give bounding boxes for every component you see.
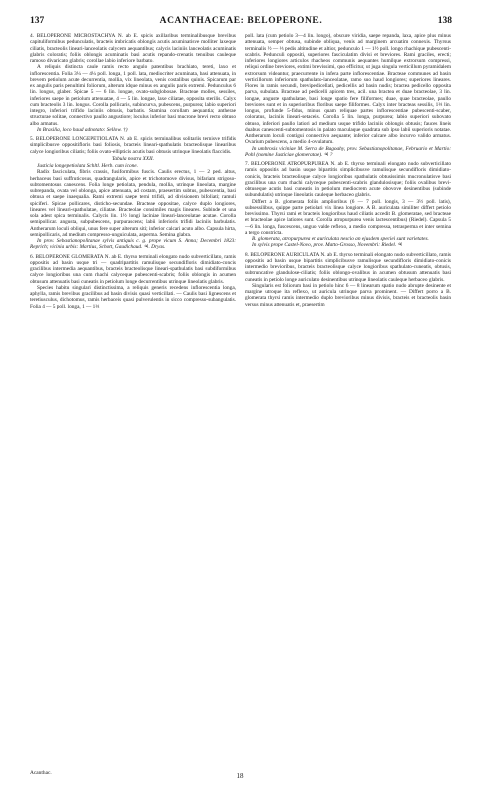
left-column-paragraph: A reliquis distincta caule ramis recto angulo patentibus brachiato, tereti, laxo et inflorescentia. Folia 3¼ — 4¼ poll. longa, 1 poll. lata, mediocriter acuminata, basi attenuata, in brevem petiolum acute decurrentia, mollia, vix lineolata, venis costalibus quinis. Spicarum par ex angulis paris penultimi foliorum, alterum idque minus ex angulis paris extremi. Pedunculus 6 lin. longus, glaber. Spicae 5 — 6 lin. longae, ovato-subglobosae. Bracteae molles, sessiles, inferiores saepe in petiolum attenuatae, 4 — 5 lin. longae, laxe ciliatae, opposita sterilis. Calyx cum bracteolis 3 lin. longus. Corolla pollicaris, subincurva, pubescens, purpurea; labio superiori integro, inferiori trifido laciniis obtusis, barbatis. Stamina corollam aequantia; antherae structurae solitae, connectivo paullo angustiore; loculus inferior basi mucrone brevi recto obtuso albo armatus. (30, 64, 236, 127)
left-column-paragraph: In Brasilia, loco haud adnotato: Sellow. †) (37, 126, 128, 133)
right-page-number: 138 (437, 16, 452, 26)
right-column-paragraph: B. glomerata, atropurpurea et auriculata nescio an ejusdem speciei sunt varietates. (252, 236, 429, 242)
left-text-column (30, 33, 236, 783)
page-header (30, 16, 452, 30)
left-column-paragraph: In prov. Sebastianopolitanae sylvis antiquis c. g. prope vicum S. Anna; Decembri 1823: Reprich; vicinia urbis: Martius, Schott, Gaudichaud. ♃. Dryas. (30, 238, 236, 251)
left-column-paragraph: 6. BELOPERONE GLOMERATA N. ab E. thyrso terminali elongato nudo subverticillato, ramis oppositis ad basin usque tri — quadripartitis ramulisque secundifloris dimidiato-concis gracilibus intermedia aequantibus, bracteis bracteolisque lineari-spathulatis basi subdiformibus calyce longioribus una cum rhachi calyceque pubescenti-scabris; foliis oblongis in acumen obtusum attenuatis basi cuneatis in petiolum longe decurrentibus utrinque lineolatis glabris. (30, 253, 236, 285)
right-column-paragraph: Singularis est foliorum basi in petiolo hinc 6 — 8 linearum spatio nudo abrupte desinente et margine utroque ita reflexo, ut auricula utrinque parva prominent. — Differt porro a B. glomerata thyrsi ramis intermedio duplo brevioribus minus divisis, bracteis et bracteolis basin versus minus attenuatis et, praesertim (245, 282, 451, 308)
left-column-paragraph: 4. BELOPERONE MICROSTACHYA N. ab E. spicis axillaribus terminalibusque brevibus capituliformibus pedunculatis, bracteis imbricatis oblongis acutis acuminatisve molliter laxeque ciliatis, bracteolis lineari-lanceolatis calycem aequantibus; calycis laciniis lanceolatis acuminatis glabris coloratis; foliis oblongis acuminatis basi acutis repando-crenatis tenuibus cauleque ramoso divaricato glabris; corollae labio inferiore barbato. (30, 33, 236, 64)
running-title: ACANTHACEAE: BELOPERONE. (159, 16, 323, 26)
right-column-paragraph: Differt a B. glomerata foliis amplioribus (6 — 7 poll. longis, 3 — 3½ poll. latis), subsessilibus, quippe parte petiolari vix linea longiore. A B. auriculata similiter differt petiolo brevissimo. Thyrsi rami et bracteis longioribus haud ciliatis accedit B. glomeratae, sed bracteae et bracteolae apice latiores sunt. Corolla atropurpurea venis lactescentibus) (Riedel). Capsula 5—6 lin. longa, fuscescens, unguo valde reflexo, a medio compressa, tetrasperma et inter semina a tergo constricta. (245, 198, 451, 236)
left-column-paragraph: Justicia longepetiolata Schltl. Herb. cum icone. (37, 163, 138, 169)
left-column-paragraph: Radix fasciculata, fibris crassis, fusiformibus fuscis. Caulis erectus, 1 — 2 ped. altus, herbaceus basi suffruticosus, quadrangularis, apice et trichotomove divisus, bifariam strigoso-subtomentosus canescens. Folia longe petiolata, pendula, mollia, utrinque lineolata, margine subrepanda, ovata vel oblonga, apice attenuata, ad costam, praesertim subtus, pubescentia, basi obtusa et saepe inaequalia. Rami extremi saepe terni trifidi, ad divisionem bifoliati; ramuli spiciferi. Spicae pollicares, disticho-secundae. Bracteae oppositae, calyce duplo longiores, lineares vel lineari-spathulatae, ciliatae. Bracteolae consimiles magis lineares. Subinde et una sola adest spica terminalis. Calycis lin. 1½ longi laciniae lineari-lanceolatae acutae. Corolla semipollicar. angusta, subpubescens, purpurascens; labii inferioris trifidi laciniis barbulatis. Antherarum loculi obliqui, unus fere super alterum siti; inferior calcari acuto albo. Capsula hirta, semipollicaris, ad medium compresso-unguiculata, asperma. Semina glabra. (30, 169, 236, 238)
right-column-paragraph: 8. BELOPERONE AURICULATA N. ab E. thyrso terminali elongato nudo subverticillato, ramis oppositis ad basin usque bipartitis simplicibusve ramulisque secundifloris dimidiato-conicis intermedio brevioribus, bracteis bracteolisque calyce longioribus spathulato-cuneatis, obtusis, subtruncative glandulose-ciliatis; foliis oblongo-ovalibus in acumen obtusum attenuatis basi cuneatis in petiolo longe auriculato desinentibus utrinque lineolatis cauleque herbaceo glabris. (245, 251, 451, 283)
left-page-number: 137 (30, 16, 45, 26)
left-column-paragraph: 5. BELOPERONE LONGEPETIOLATA N. ab E. spicis terminalibus solitariis ternisve trifidis simplicibusve oppositifloris basi foliosis, bracteis lineari-spathulatis bracteolisque linearibus calyce longioribus ciliatis; foliis ovato-ellipticis acutis basi obtusis utrinque lineolatis flaccidis. (30, 136, 236, 155)
right-column-paragraph: In sylvis prope Castel-Novo, prov. Matto-Grosso, Novembri: Riedel. ♃ (252, 242, 403, 249)
sheet-number: 18 (236, 772, 244, 780)
left-column-paragraph: Species habitu singulari distinctissima, a reliquis generis recedens inflorescentia longa, aphylla, ramis brevibus gracilibus ad basin divisis quasi verticillati. — Caulis basi lignescens et teretiusculus, dichotomus, ramis herbaceis quasi pulverulentis in sicco compresso-subangulatis. Folia 4 — 5 poll. longa, 1 — 1⅓ (30, 284, 236, 310)
right-column-paragraph: poll. lata (cum petiolo 3—4 lin. longo), obscure viridia, saepe repanda, laxa, apice plus minus attenuata, semper obtusa, subinde obliqua, venis ad marginem arcuatim connexis. Thyrsus terminalis ½ — ⅓ pedis altitudine et altior, pedunculo 1 — 1½ poll. longo rhachique pubescenti-scabris. Pedunculi oppositi, superiores fasciculatim divisi et breviores. Rami graciles, erecti; inferiores longiores articulos rhacheos communis aequantes humilque extrorsum compressi, reliqui ordine breviores, extimi brevissimi, quo efficitur, ut juga singula verticillum pyramidalem extrorsum videantur, praecurrente in infera parte inflorescentiae. Bracteae communes ad basin verticillorum inferiorum spathulato-lanceolatae, ramo suo haud longiores; superiores lineares. Flores in ramis secundi, brevipedicellati, pedicellis ad basin nudis; bractea pedicello opposita parva, subulata. Bracteae ad pedicelli apicem tres, acil. una bractea et duae bracteolae, 3 lin. longae, anguste spathulatae, basi longe spatio fere filiformes; duae, quae bracteolae, paullo breviores sunt et in superioribus floribus saepe filiformes. Calyx inter bracteas sessilis, 1⅓ lin. longus, profunde 5-fidus, minus quam reliquae partes inflorescentiae pubescenti-scaber, coloratus, laciniis lineari-setaceis. Corolla 5 lin. longa, purpurea; labio superiori subovato obtuso, inferiori paullo latiori ad medium usque trifido laciniis oblongis obtusis; fauces lineis duabus canescenti-subtomentosis in palato maculaque quadrata sub ipso labii superioris notatae. Antherarum loculi contigui connectivo aequante; inferior calcare albo incurvo valido armatus. Ovarium pubescens, a medio 4-ovulatum. (245, 33, 451, 146)
right-column-paragraph: In umbrosis viciniae M. Serra de Bagoahy, prov. Sebastianopolitanae, Februario et Martio: Pohl (nomine Justiciae glomeratae). ♃ ? (245, 145, 451, 158)
right-column-paragraph: 7. BELOPERONE ATROPURPUREA N. ab E. thyrso terminali elongato nudo subverticillato ramis oppositis ad basin usque bipartitis simplicibusve ramulisque secundifloris dimidiato-conicis, bracteis bracteolisque calyce longioribus spathulatis obtusissimis mucronulatisve basi gracilibus una cum rhachi calyceque pubescenti-scabris glandulosisque; foliis ovalibus brevi-obtuseque acutis basi cuneatis in petiolum mediocrem acute obovove desinentibus (subinde subundulatis) utrinque lineolatis cauleque herbaceo glabris. (245, 161, 451, 199)
right-text-column (245, 33, 451, 783)
signature-mark: Acanthac. (30, 770, 52, 776)
left-column-paragraph: Tabula nostra XXII. (111, 155, 155, 162)
